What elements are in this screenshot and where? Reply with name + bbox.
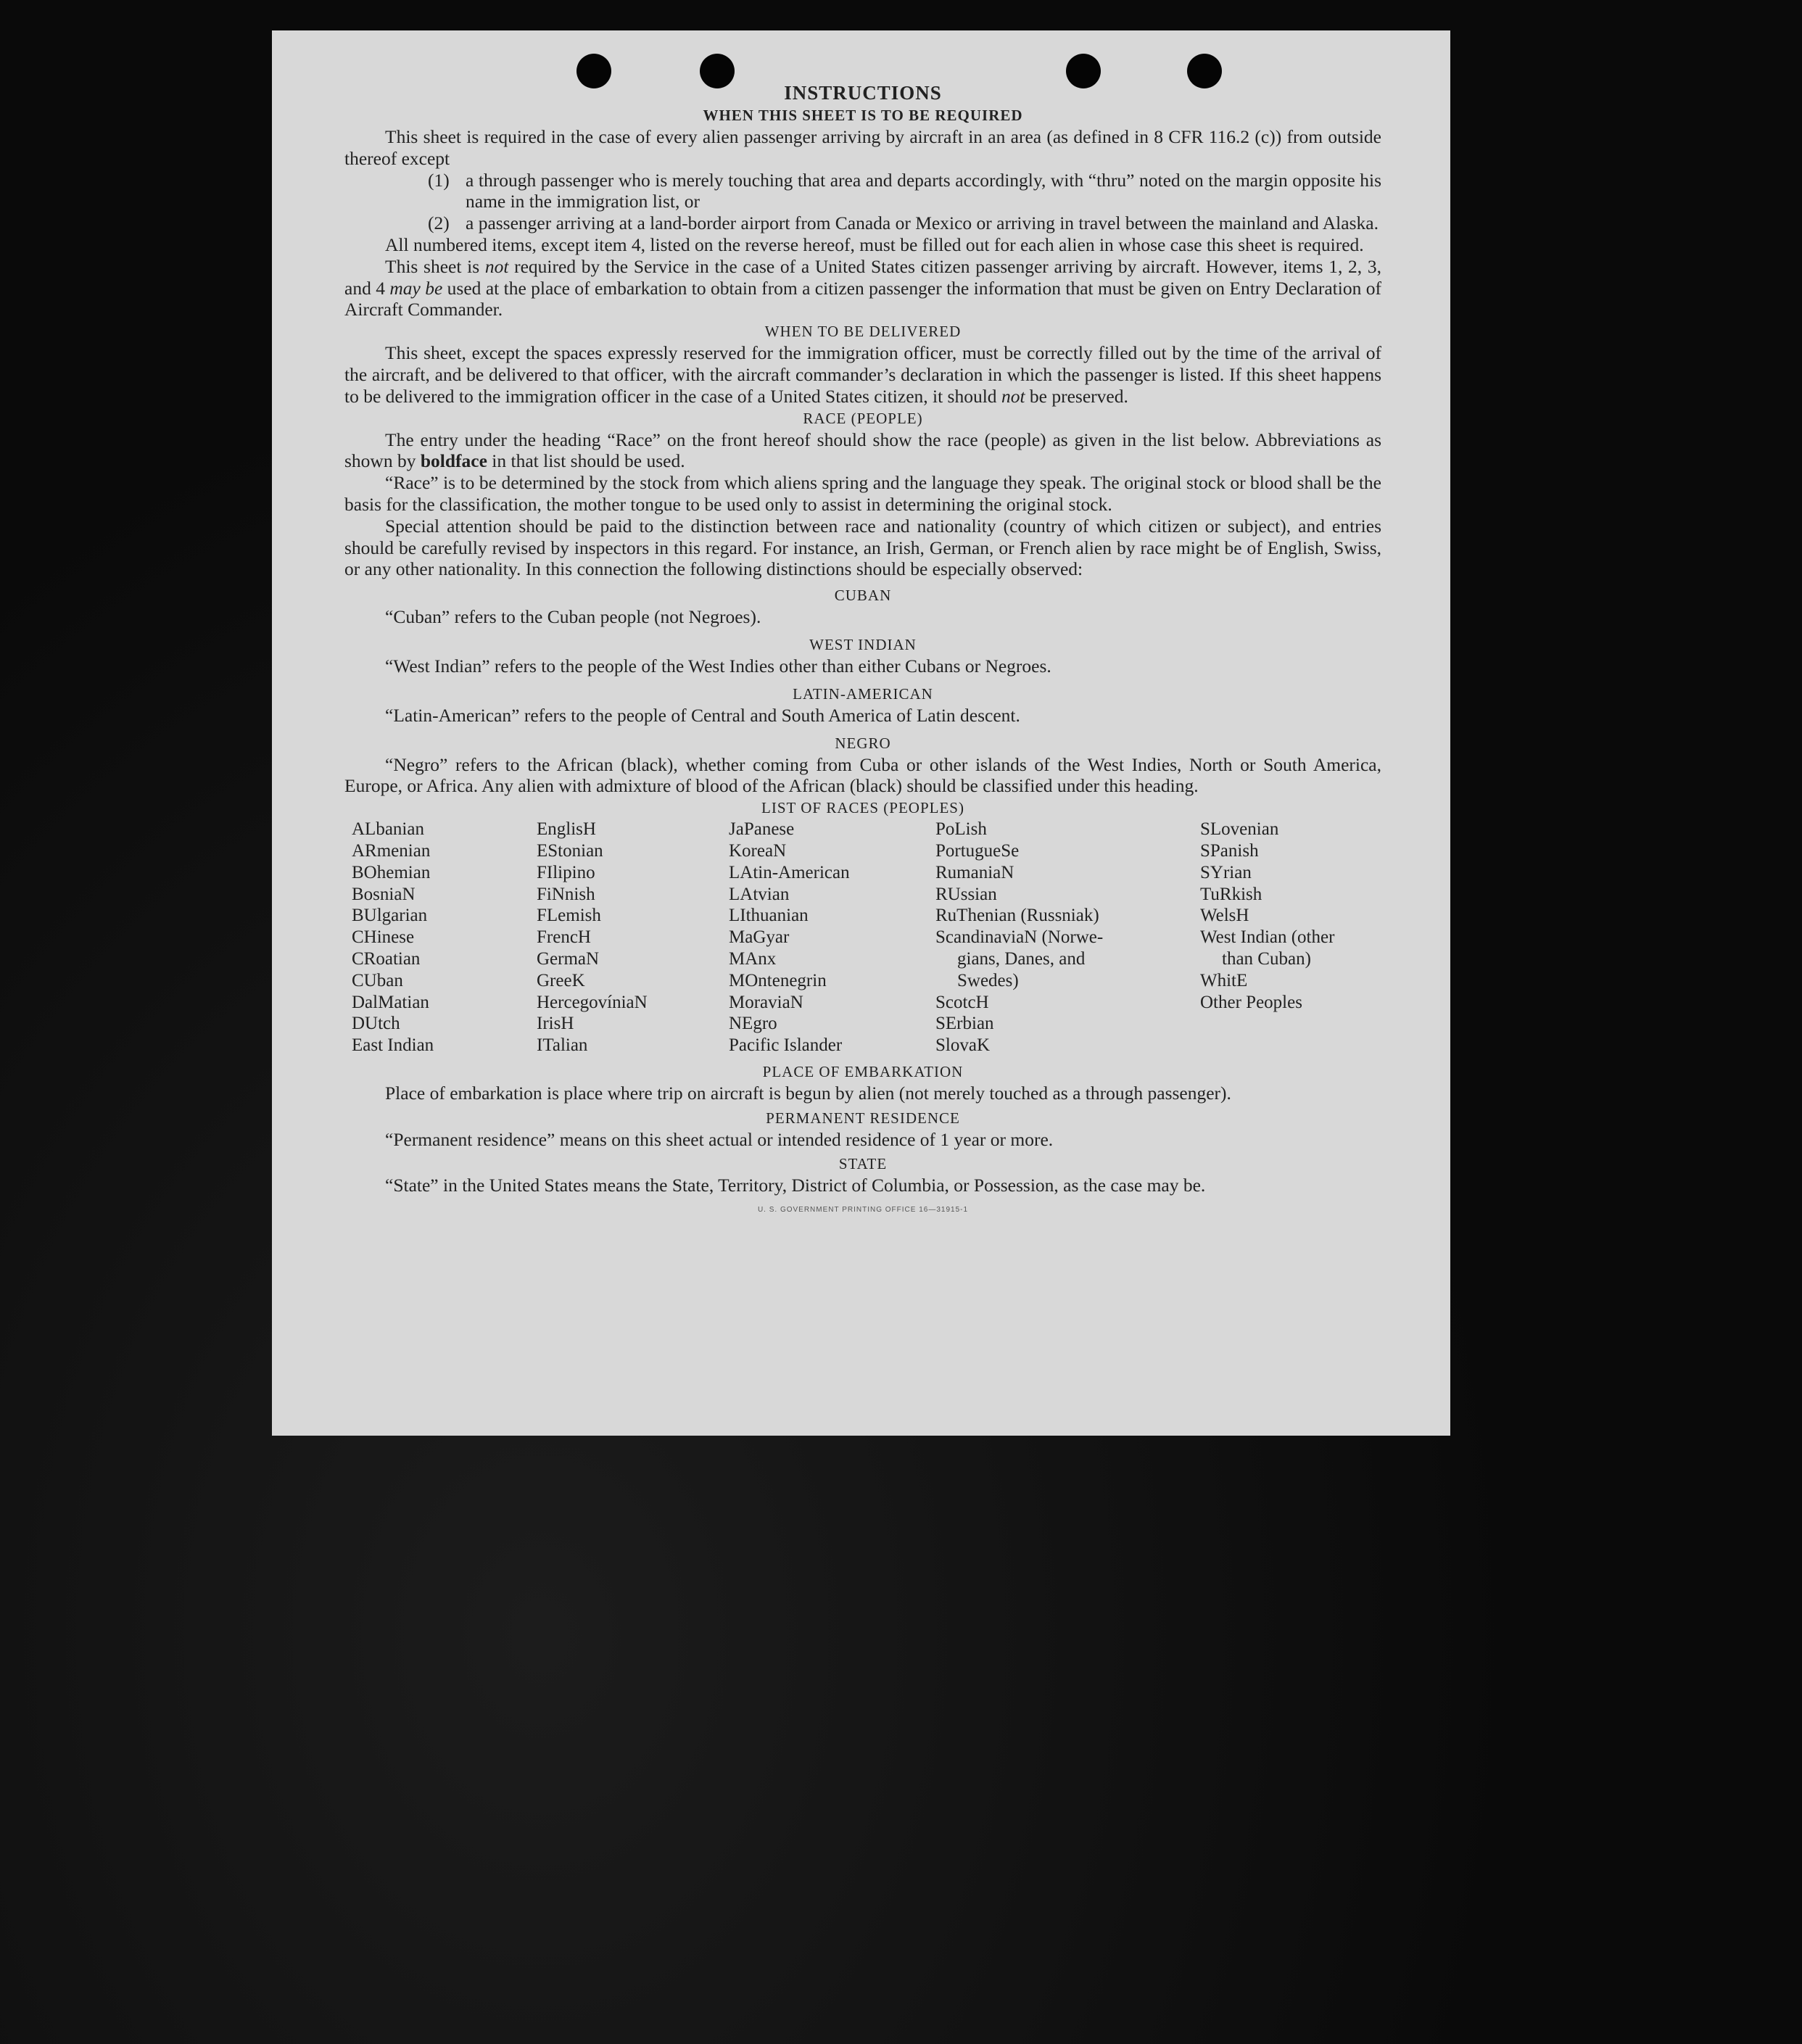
heading-negro: NEGRO [835, 734, 891, 752]
race-entry: BOhemian [352, 862, 431, 882]
paragraph: All numbered items, except item 4, listed on the reverse hereof, must be filled out for each alien in whose case this sheet is required. [385, 233, 1364, 255]
race-entry: DUtch [352, 1014, 400, 1034]
race-entry: MAnx [729, 948, 777, 969]
heading-when-required: WHEN THIS SHEET IS TO BE REQUIRED [703, 107, 1023, 124]
paragraph: “West Indian” refers to the people of the West Indies other than either Cubans or Negroes. [385, 655, 1051, 676]
numbered-item [344, 212, 1381, 234]
item-text: a passenger arriving at a land-border airport from Canada or Mexico or arriving in travel between the mainland and Alaska. [466, 212, 1379, 234]
race-entry: PoLish [935, 819, 987, 840]
race-entry-continued: than Cuban) [1222, 948, 1311, 969]
heading-race: RACE (PEOPLE) [803, 409, 923, 427]
race-entry: Other Peoples [1200, 992, 1302, 1012]
race-entry: CHinese [352, 927, 415, 948]
race-entry: West Indian (other [1200, 927, 1335, 948]
race-entry: East Indian [352, 1035, 434, 1056]
race-entry: WhitE [1200, 970, 1248, 990]
paragraph: “Race” is to be determined by the stock from which aliens spring and the language they speak. The original stock or blood shall be the basis for the classification, the mother tongue to be used only to assist in determining the original stock. [344, 472, 1381, 515]
race-entry: LAtin-American [729, 862, 850, 882]
race-entry: GreeK [537, 970, 585, 990]
race-entry: GermaN [537, 948, 600, 969]
race-entry: JaPanese [729, 819, 795, 840]
race-entry-continued: gians, Danes, and [957, 948, 1086, 969]
paragraph: “State” in the United States means the State, Territory, District of Columbia, or Possession, as the case may be. [385, 1175, 1206, 1196]
race-entry: DalMatian [352, 992, 429, 1012]
race-entry: BUlgarian [352, 906, 428, 926]
races-column [1200, 819, 1381, 1056]
races-column [537, 819, 729, 1056]
race-entry: FrencH [537, 927, 591, 948]
paragraph: “Negro” refers to the African (black), whether coming from Cuba or other islands of the West Indies, North or South America, Europe, or Africa. Any alien with admixture of blood of the African (black) should be classified under this heading. [344, 753, 1381, 797]
item-number: (1) [428, 169, 450, 191]
race-entry: BosniaN [352, 884, 416, 904]
punch-hole [700, 54, 735, 88]
page-title: INSTRUCTIONS [784, 82, 942, 104]
race-entry: LIthuanian [729, 906, 809, 926]
race-entry: ScandinaviaN (Norwe- [935, 927, 1104, 948]
paragraph: “Permanent residence” means on this sheet actual or intended residence of 1 year or more. [385, 1128, 1054, 1150]
race-entry: WelsH [1200, 906, 1249, 926]
race-entry: KoreaN [729, 840, 787, 861]
race-entry: MaGyar [729, 927, 790, 948]
paragraph: This sheet is required in the case of every alien passenger arriving by aircraft in an area (as defined in 8 CFR 116.2 (c)) from outside thereof except [344, 126, 1381, 169]
race-entry-continued: Swedes) [957, 970, 1019, 990]
race-entry: RumaniaN [935, 862, 1014, 882]
race-entry: NEgro [729, 1014, 777, 1034]
paragraph: The entry under the heading “Race” on the front hereof should show the race (people) as given in the list below. Abbreviations as shown by boldface in that list should be used. [344, 429, 1381, 472]
race-entry: FIlipino [537, 862, 595, 882]
paragraph: “Latin-American” refers to the people of Central and South America of Latin descent. [385, 704, 1020, 726]
race-entry: TuRkish [1200, 884, 1262, 904]
paragraph: Place of embarkation is place where trip on aircraft is begun by alien (not merely touched as a through passenger). [385, 1082, 1231, 1104]
paragraph: This sheet is not required by the Service in the case of a United States citizen passenger arriving by aircraft. However, items 1, 2, 3, and 4 may be used at the place of embarkation to obtain from a citizen passenger the information that must be given on Entry Declaration of Aircraft Commander. [344, 255, 1381, 320]
races-column [352, 819, 537, 1056]
item-number: (2) [428, 212, 450, 234]
race-entry: SlovaK [935, 1035, 990, 1056]
race-entry: SErbian [935, 1014, 994, 1034]
race-entry: CUban [352, 970, 403, 990]
instruction-sheet [272, 30, 1450, 1436]
race-entry: HercegovíniaN [537, 992, 648, 1012]
race-entry: Pacific Islander [729, 1035, 843, 1056]
races-column [935, 819, 1200, 1056]
heading-embarkation: PLACE OF EMBARKATION [762, 1062, 964, 1080]
numbered-item [344, 170, 1381, 213]
race-entry: LAtvian [729, 884, 790, 904]
race-entry: SLovenian [1200, 819, 1279, 840]
heading-list-of-races: LIST OF RACES (PEOPLES) [761, 799, 964, 817]
heading-state: STATE [838, 1155, 888, 1173]
race-entry: EStonian [537, 840, 603, 861]
race-entry: ALbanian [352, 819, 424, 840]
printer-imprint: U. S. GOVERNMENT PRINTING OFFICE 16—31915-1 [757, 1206, 969, 1215]
heading-cuban: CUBAN [834, 587, 892, 605]
race-entry: MOntenegrin [729, 970, 827, 990]
race-entry: SYrian [1200, 862, 1252, 882]
heading-west-indian: WEST INDIAN [809, 635, 917, 653]
race-entry: ARmenian [352, 840, 431, 861]
item-text: a through passenger who is merely touching that area and departs accordingly, with “thru” noted on the margin opposite his name in the immigration list, or [466, 169, 1381, 212]
race-entry: MoraviaN [729, 992, 803, 1012]
race-entry: RUssian [935, 884, 997, 904]
race-entry: FLemish [537, 906, 601, 926]
paragraph: Special attention should be paid to the distinction between race and nationality (country of which citizen or subject), and entries should be carefully revised by inspectors in this regard. For instance, an Irish, German, or French alien by race might be of English, Swiss, or any other nationality. In this connection the following distinctions should be especially observed: [344, 515, 1381, 580]
paragraph: This sheet, except the spaces expressly reserved for the immigration officer, must be correctly filled out by the time of the arrival of the aircraft, and be delivered to that officer, with the aircraft commander’s declaration in which the passenger is listed. If this sheet happens to be delivered to the immigration officer in the case of a United States citizen, it should not be preserved. [344, 342, 1381, 407]
race-entry: ScotcH [935, 992, 989, 1012]
race-entry: PortugueSe [935, 840, 1020, 861]
race-entry: ITalian [537, 1035, 588, 1056]
race-entry: SPanish [1200, 840, 1259, 861]
heading-latin-american: LATIN-AMERICAN [793, 684, 933, 703]
race-entry: FiNnish [537, 884, 595, 904]
punch-hole [1187, 54, 1222, 88]
heading-when-delivered: WHEN TO BE DELIVERED [764, 323, 962, 341]
race-entry: IrisH [537, 1014, 574, 1034]
race-entry: RuThenian (Russniak) [935, 906, 1099, 926]
punch-hole [1066, 54, 1101, 88]
race-entry: CRoatian [352, 948, 421, 969]
race-entry: EnglisH [537, 819, 596, 840]
paragraph: “Cuban” refers to the Cuban people (not Negroes). [385, 606, 761, 628]
heading-residence: PERMANENT RESIDENCE [766, 1109, 960, 1127]
punch-hole [576, 54, 611, 88]
races-list [352, 819, 1381, 1056]
races-column [729, 819, 935, 1056]
